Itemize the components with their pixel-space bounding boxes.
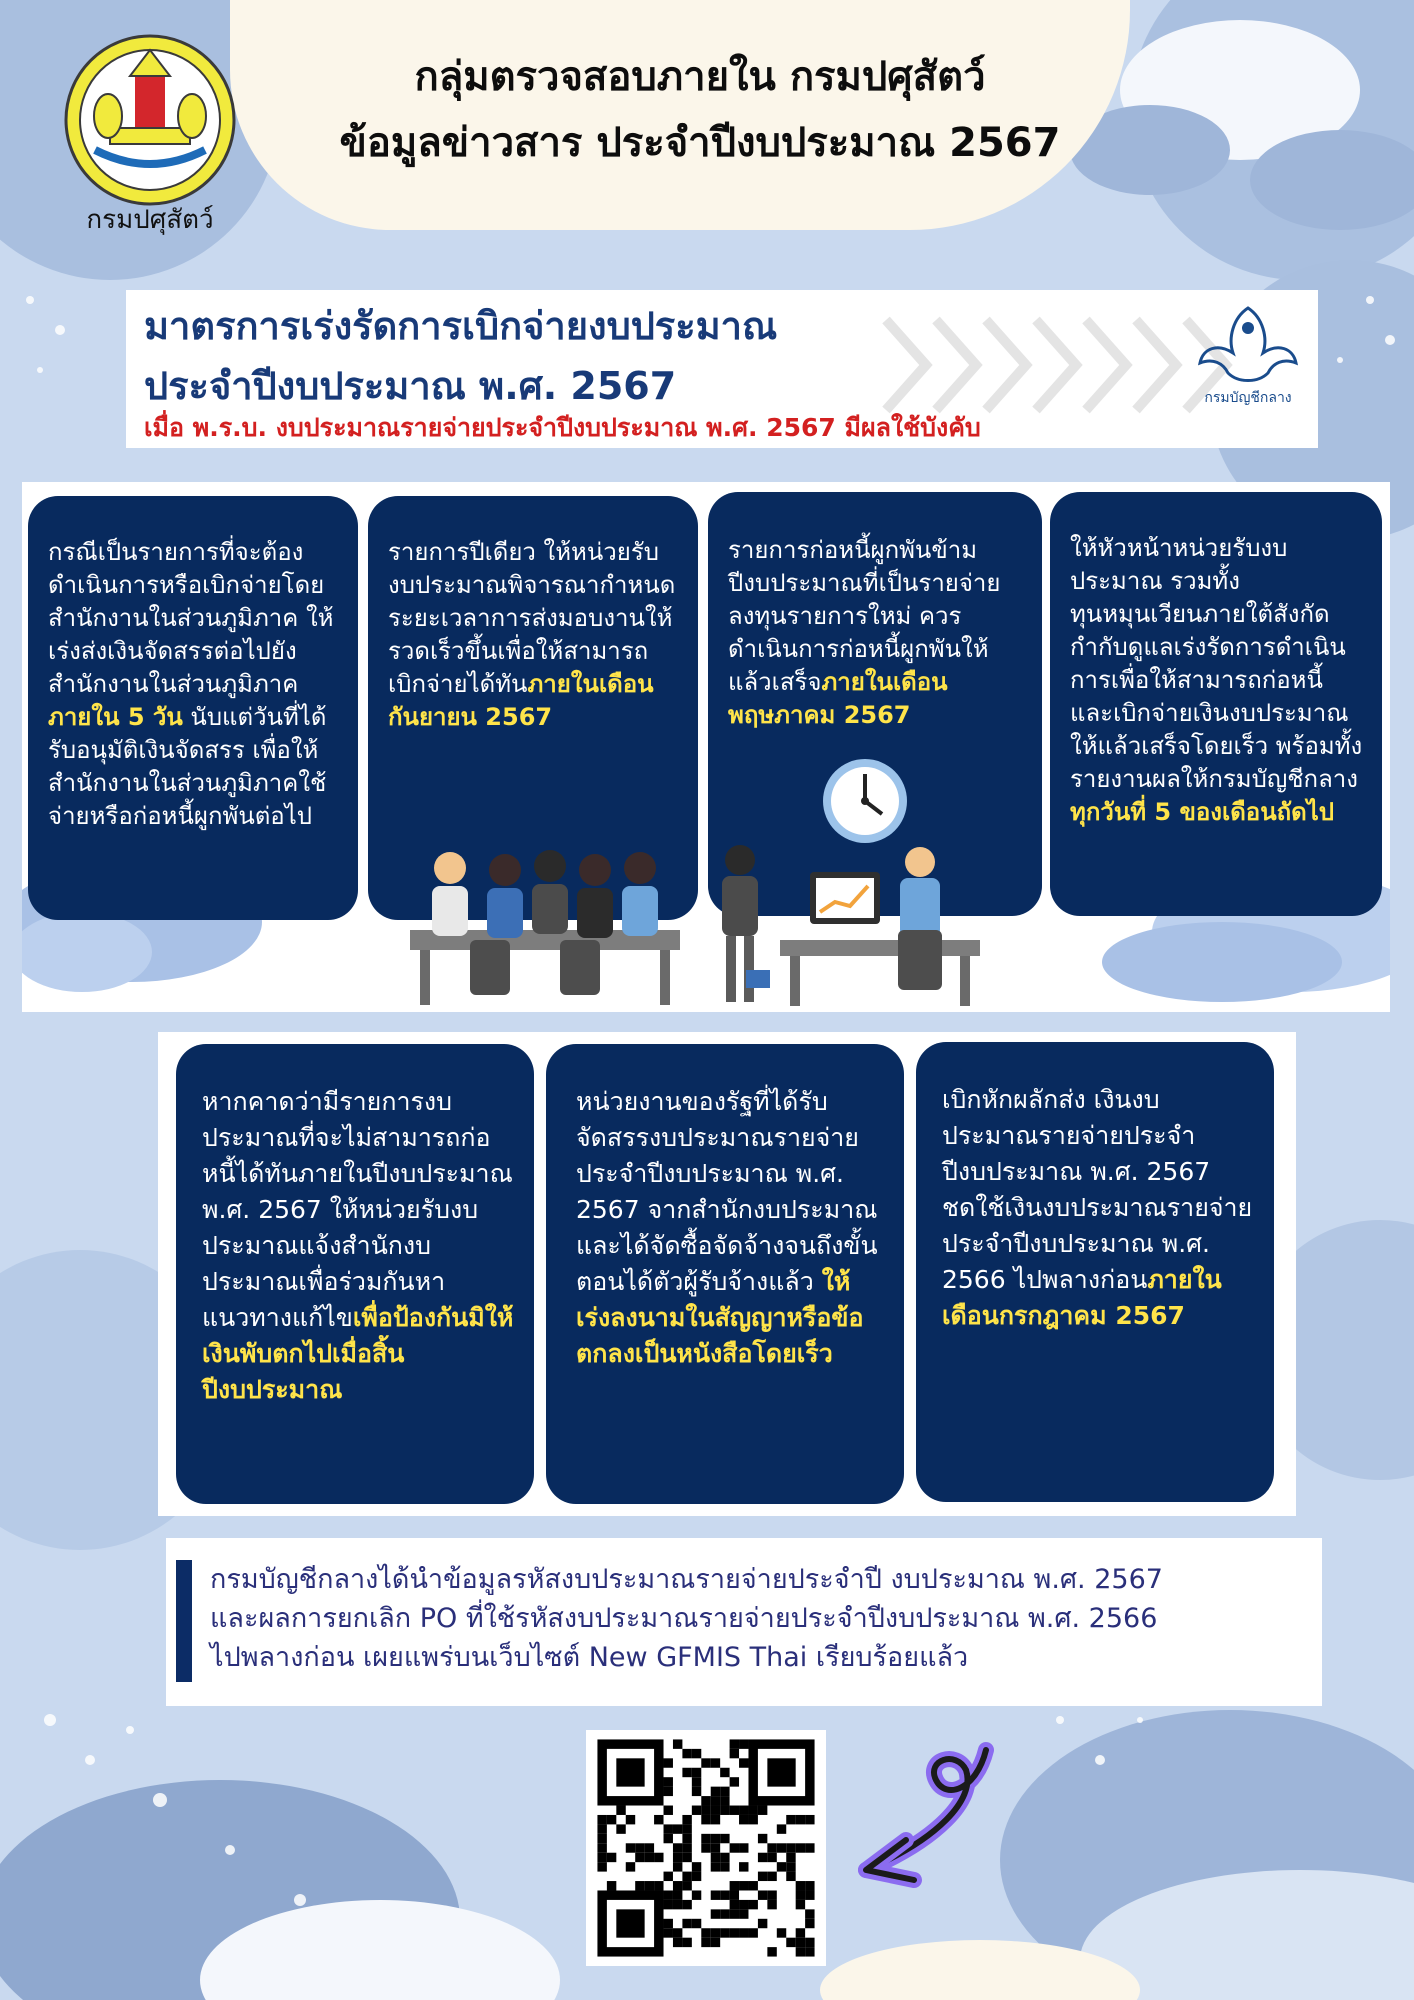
measure-card-1-text-after: นับแต่วันที่ได้รับอนุมัติเงินจัดสรร เพื่อให้สำนักงานในส่วนภูมิภาคใช้จ่ายหรือก่อหนี้ผูกพันต่อไป — [48, 703, 327, 830]
banner-subtitle: เมื่อ พ.ร.บ. งบประมาณรายจ่ายประจำปีงบประมาณ พ.ศ. 2567 มีผลใช้บังคับ — [144, 413, 981, 442]
department-seal-icon — [60, 28, 250, 238]
title-line-1: กลุ่มตรวจสอบภายใน กรมปศุสัตว์ — [414, 54, 986, 100]
notice-line-2: และผลการยกเลิก PO ที่ใช้รหัสงบประมาณรายจ่ายประจำปีงบประมาณ พ.ศ. 2566 — [210, 1603, 1158, 1634]
measure-card-3-text: รายการก่อหนี้ผูกพันข้ามปีงบประมาณที่เป็นรายจ่ายลงทุนรายการใหม่ ควรดำเนินการก่อหนี้ผูกพันให้แล้วเสร็จ — [728, 536, 1001, 696]
measure-card-6-highlight: ให้เร่งลงนามในสัญญาหรือข้อตกลงเป็นหนังสือโดยเร็ว — [576, 1267, 864, 1368]
banner-title-line-1: มาตรการเร่งรัดการเบิกจ่ายงบประมาณ — [144, 304, 778, 348]
measure-card-7 — [916, 1042, 1274, 1502]
measure-card-1-highlight: ภายใน 5 วัน — [48, 703, 183, 731]
measure-card-5 — [176, 1044, 534, 1504]
measure-card-3-highlight: ภายในเดือนพฤษภาคม 2567 — [728, 668, 948, 729]
measure-card-2-text: รายการปีเดียว ให้หน่วยรับงบประมาณพิจารณากำหนดระยะเวลาการส่งมอบงานให้รวดเร็วขึ้นเพื่อให้สามารถเบิกจ่ายได้ทัน — [388, 538, 676, 698]
measure-card-6 — [546, 1044, 904, 1504]
cgd-logo-text: กรมบัญชีกลาง — [1204, 390, 1292, 406]
meeting-people-illustration — [410, 840, 1010, 1010]
title-line-2: ข้อมูลข่าวสาร ประจำปีงบประมาณ 2567 — [339, 120, 1061, 166]
banner-title-line-2: ประจำปีงบประมาณ พ.ศ. 2567 — [144, 364, 677, 408]
measure-card-1 — [28, 496, 358, 920]
measure-card-6-text: หน่วยงานของรัฐที่ได้รับจัดสรรงบประมาณรายจ่ายประจำปีงบประมาณ พ.ศ. 2567 จากสำนักงบประมาณ และได้จัดซื้อจัดจ้างจนถึงขั้นตอนได้ตัวผู้รับจ้างแล้ว — [576, 1087, 878, 1296]
notice-text — [210, 1560, 1310, 1677]
notice-line-3: ไปพลางก่อน เผยแพร่บนเว็บไซต์ New GFMIS Thai เรียบร้อยแล้ว — [210, 1642, 969, 1673]
measure-card-5-highlight: เพื่อป้องกันมิให้เงินพับตกไปเมื่อสิ้นปีงบประมาณ — [202, 1303, 514, 1404]
measure-card-1-text: กรณีเป็นรายการที่จะต้องดำเนินการหรือเบิกจ่ายโดยสำนักงานในส่วนภูมิภาค ให้เร่งส่งเงินจัดสรรต่อไปยังสำนักงานในส่วนภูมิภาค — [48, 538, 334, 698]
seal-text: กรมปศุสัตว์ — [86, 205, 214, 235]
measure-card-4-highlight: ทุกวันที่ 5 ของเดือนถัดไป — [1070, 798, 1335, 826]
qr-code-icon[interactable] — [586, 1730, 826, 1966]
gfmis-notice — [166, 1538, 1322, 1706]
measure-card-4 — [1050, 492, 1382, 916]
clock-icon — [820, 756, 910, 846]
page-title — [270, 44, 1130, 176]
notice-line-1: กรมบัญชีกลางได้นำข้อมูลรหัสงบประมาณรายจ่ายประจำปี งบประมาณ พ.ศ. 2567 — [210, 1564, 1163, 1595]
measure-card-7-highlight: ภายในเดือนกรกฎาคม 2567 — [942, 1265, 1222, 1330]
measure-card-5-text: หากคาดว่ามีรายการงบประมาณที่จะไม่สามารถก่อหนี้ได้ทันภายในปีงบประมาณ พ.ศ. 2567 ให้หน่วยรับงบประมาณแจ้งสำนักงบประมาณเพื่อร่วมกันหาแนวทางแก้ไข — [202, 1087, 513, 1332]
measure-card-7-text: เบิกหักผลักส่ง เงินงบประมาณรายจ่ายประจำปีงบประมาณ พ.ศ. 2567 ชดใช้เงินงบประมาณรายจ่ายประจำปีงบประมาณ พ.ศ. 2566 ไปพลางก่อน — [942, 1085, 1253, 1294]
measures-banner — [126, 290, 1318, 448]
garuda-logo-icon — [1188, 298, 1308, 408]
measure-card-4-text: ให้หัวหน้าหน่วยรับงบประมาณ รวมทั้งทุนหมุนเวียนภายใต้สังกัด กำกับดูแลเร่งรัดการดำเนินการเพื่อให้สามารถก่อหนี้ และเบิกจ่ายเงินงบประมาณให้แล้วเสร็จโดยเร็ว พร้อมทั้งรายงานผลให้กรมบัญชีกลาง — [1070, 534, 1363, 793]
measure-card-2-highlight: ภายในเดือนกันยายน 2567 — [388, 670, 654, 731]
curved-arrow-icon — [826, 1730, 1016, 1900]
banner-title — [144, 296, 1044, 416]
notice-accent-bar — [176, 1560, 192, 1682]
